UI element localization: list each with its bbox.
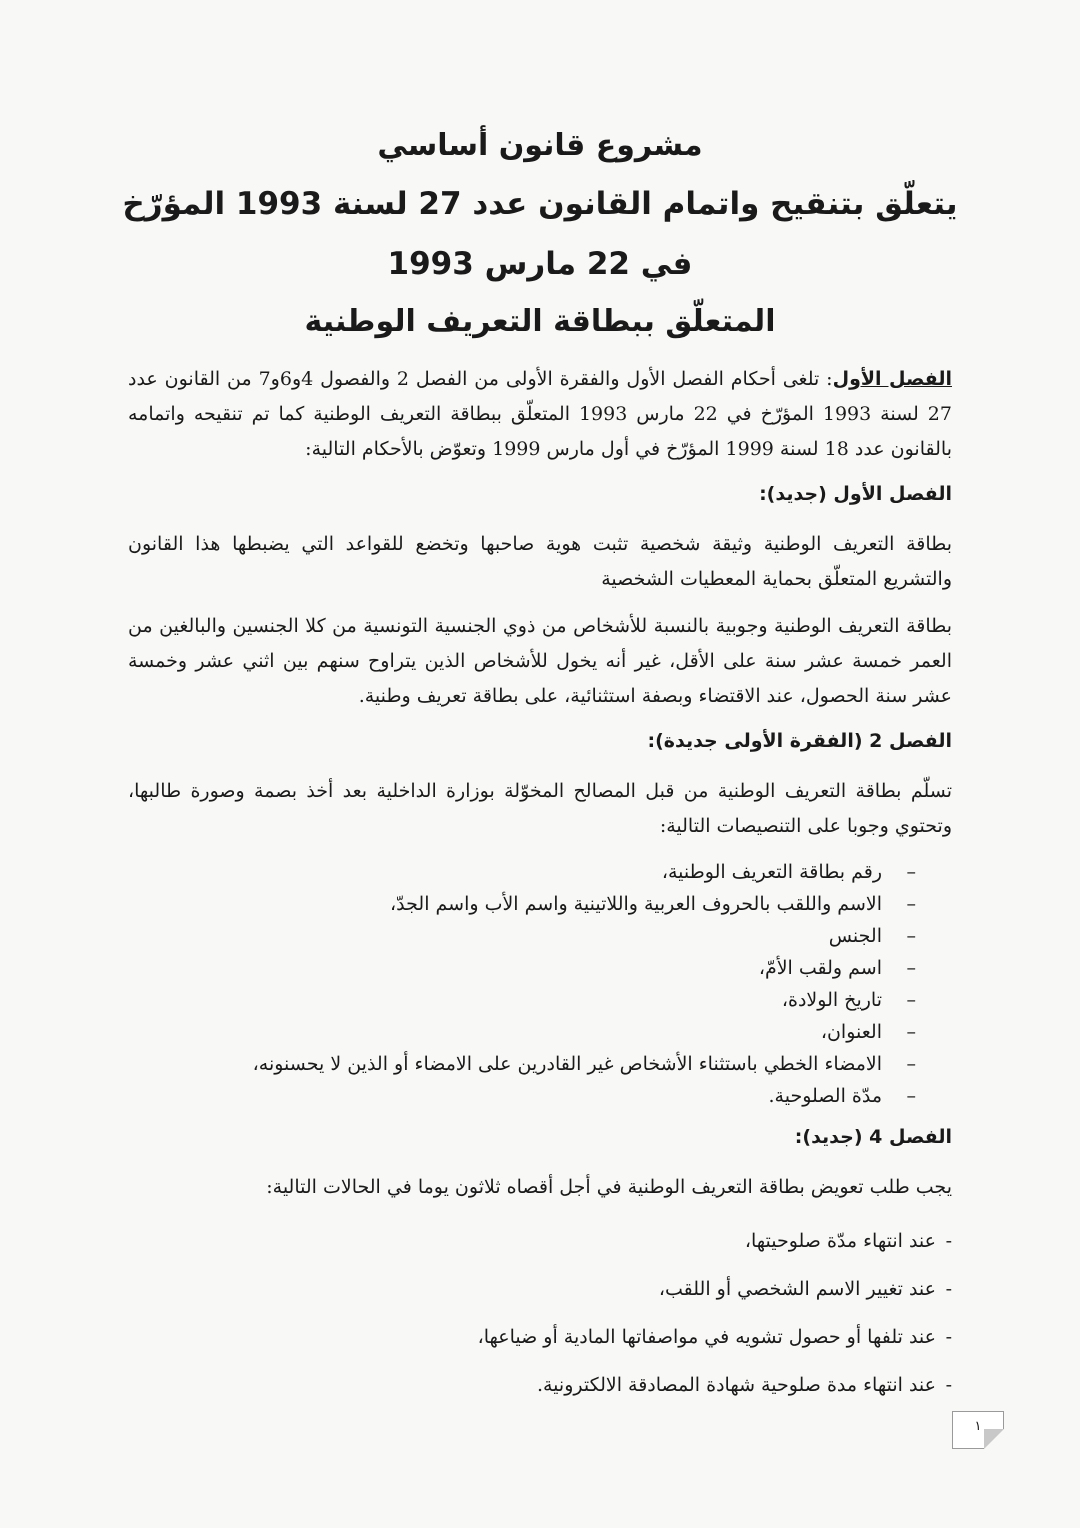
list-item — [128, 920, 916, 952]
list-item-text: عند انتهاء مدّة صلوحيتها، — [744, 1230, 936, 1252]
document-body — [128, 362, 952, 1409]
section-1-paragraph-1: بطاقة التعريف الوطنية وثيقة شخصية تثبت هوية صاحبها وتخضع للقواعد التي يضبطها هذا القانون والتشريع المتعلّق بحماية المعطيات الشخصية — [128, 533, 952, 590]
section-2-heading: الفصل 2 (الفقرة الأولى جديدة): — [647, 730, 952, 752]
dash-marker: – — [906, 1085, 916, 1107]
title-line-3: المتعلّق ببطاقة التعريف الوطنية — [304, 304, 776, 339]
list-item — [128, 1265, 952, 1313]
list-item-text: الجنس — [828, 925, 882, 947]
list-item-text: عند انتهاء مدة صلوحية شهادة المصادقة الالكترونية. — [536, 1374, 936, 1396]
dash-marker: - — [945, 1326, 952, 1348]
title-line-2: يتعلّق بتنقيح واتمام القانون عدد 27 لسنة 1993 المؤرّخ في 22 مارس 1993 — [122, 186, 958, 282]
dash-marker: – — [906, 957, 916, 979]
article-1-label: الفصل الأول — [832, 368, 952, 390]
list-item — [128, 1080, 916, 1112]
title-line-1: مشروع قانون أساسي — [377, 128, 703, 163]
page-number: ١ — [952, 1411, 1004, 1449]
section-2-paragraph: تسلّم بطاقة التعريف الوطنية من قبل المصالح المخوّلة بوزارة الداخلية بعد أخذ بصمة وصورة طالبها، وتحتوي وجوبا على التنصيصات التالية: — [128, 780, 952, 837]
list-item — [128, 1313, 952, 1361]
document-title — [100, 118, 980, 350]
list-item — [128, 1217, 952, 1265]
replacement-cases-list — [128, 1217, 952, 1409]
list-item-text: عند تلفها أو حصول تشويه في مواصفاتها المادية أو ضياعها، — [477, 1326, 936, 1348]
list-item — [128, 856, 916, 888]
list-item — [128, 1361, 952, 1409]
list-item — [128, 1016, 916, 1048]
list-item-text: الامضاء الخطي باستثناء الأشخاص غير القادرين على الامضاء أو الذين لا يحسنونه، — [252, 1053, 882, 1075]
dash-marker: – — [906, 989, 916, 1011]
list-item-text: مدّة الصلوحية. — [768, 1085, 882, 1107]
section-1-heading: الفصل الأول (جديد): — [759, 483, 952, 505]
dash-marker: – — [906, 925, 916, 947]
dash-marker: - — [945, 1230, 952, 1252]
dash-marker: – — [906, 861, 916, 883]
list-item-text: تاريخ الولادة، — [781, 989, 882, 1011]
list-item — [128, 1048, 916, 1080]
section-4-paragraph: يجب طلب تعويض بطاقة التعريف الوطنية في أجل أقصاه ثلاثون يوما في الحالات التالية: — [266, 1176, 952, 1198]
mentions-list — [128, 856, 916, 1112]
list-item — [128, 984, 916, 1016]
list-item — [128, 952, 916, 984]
article-1-text: : تلغى أحكام الفصل الأول والفقرة الأولى من الفصل 2 والفصول 4و6و7 من القانون عدد 27 لسنة 1993 المؤرّخ في 22 مارس 1993 المتعلّق ببطاقة التعريف الوطنية كما تم تنقيحه واتمامه بالقانون عدد 18 لسنة 1999 المؤرّخ في أول مارس 1999 وتعوّض بالأحكام التالية: — [128, 368, 952, 460]
list-item — [128, 888, 916, 920]
list-item-text: عند تغيير الاسم الشخصي أو اللقب، — [658, 1278, 936, 1300]
list-item-text: اسم ولقب الأمّ، — [758, 957, 882, 979]
list-item-text: الاسم واللقب بالحروف العربية واللاتينية واسم الأب واسم الجدّ، — [390, 893, 882, 915]
dash-marker: - — [945, 1374, 952, 1396]
section-1-paragraph-2: بطاقة التعريف الوطنية وجوبية بالنسبة للأشخاص من ذوي الجنسية التونسية من كلا الجنسين والبالغين من العمر خمسة عشر سنة على الأقل، غير أنه يخول للأشخاص الذين يتراوح سنهم بين اثني عشر وخمسة عشر سنة الحصول، عند الاقتضاء وبصفة استثنائية، على بطاقة تعريف وطنية. — [128, 615, 952, 707]
article-1-paragraph — [128, 362, 952, 467]
dash-marker: – — [906, 893, 916, 915]
dash-marker: - — [945, 1278, 952, 1300]
dash-marker: – — [906, 1053, 916, 1075]
dash-marker: – — [906, 1021, 916, 1043]
section-4-heading: الفصل 4 (جديد): — [794, 1126, 952, 1148]
list-item-text: رقم بطاقة التعريف الوطنية، — [661, 861, 882, 883]
list-item-text: العنوان، — [820, 1021, 882, 1043]
